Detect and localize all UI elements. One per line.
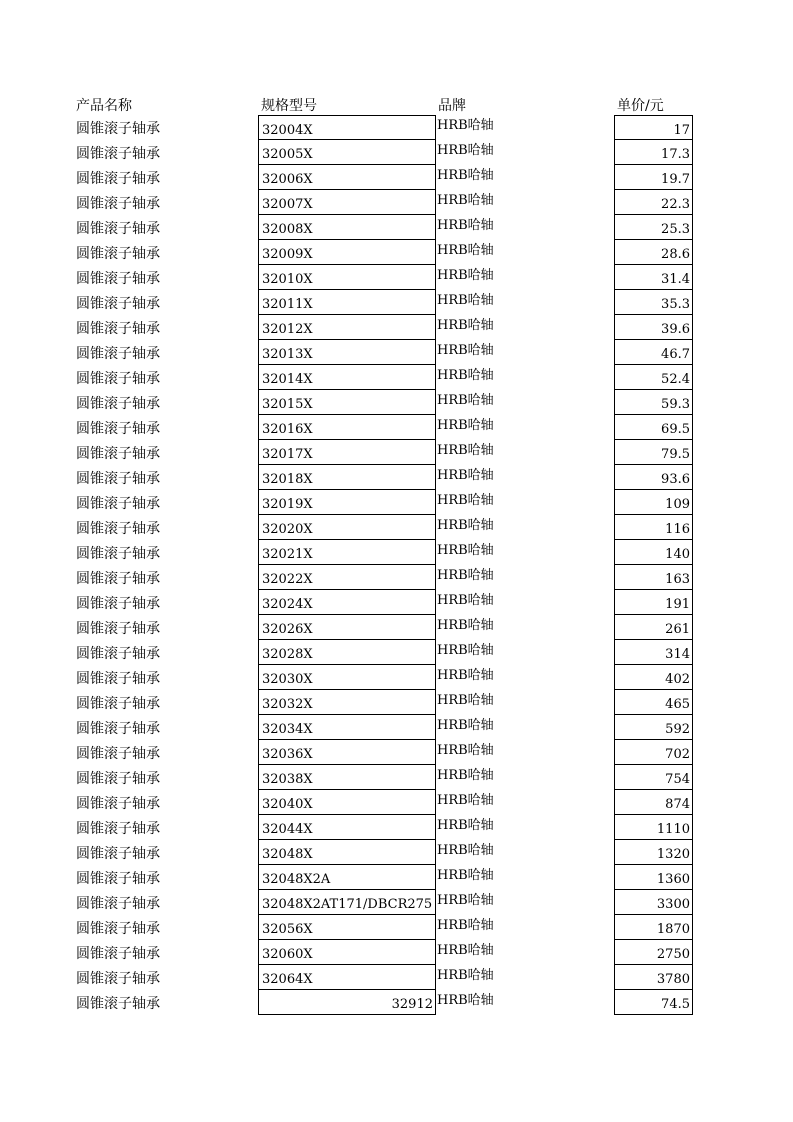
brand-cell: HRB哈轴 <box>437 693 494 708</box>
product-name-cell: 圆锥滚子轴承 <box>76 871 160 887</box>
table-row <box>0 390 793 415</box>
model-cell[interactable]: 32005X <box>258 140 436 165</box>
unit-price-cell[interactable]: 17.3 <box>614 140 693 165</box>
table-row <box>0 215 793 240</box>
model-cell[interactable]: 32032X <box>258 690 436 715</box>
model-cell[interactable]: 32018X <box>258 465 436 490</box>
brand-cell: HRB哈轴 <box>437 768 494 783</box>
brand-cell: HRB哈轴 <box>437 243 494 258</box>
unit-price-cell[interactable]: 3300 <box>614 890 693 915</box>
table-row <box>0 465 793 490</box>
header-model: 规格型号 <box>261 98 317 114</box>
model-cell[interactable]: 32019X <box>258 490 436 515</box>
brand-cell: HRB哈轴 <box>437 368 494 383</box>
header-brand: 品牌 <box>438 98 466 114</box>
product-name-cell: 圆锥滚子轴承 <box>76 471 160 487</box>
unit-price-cell[interactable]: 2750 <box>614 940 693 965</box>
table-row <box>0 890 793 915</box>
unit-price-cell[interactable]: 163 <box>614 565 693 590</box>
product-name-cell: 圆锥滚子轴承 <box>76 971 160 987</box>
unit-price-cell[interactable]: 261 <box>614 615 693 640</box>
unit-price-cell[interactable]: 93.6 <box>614 465 693 490</box>
table-row <box>0 740 793 765</box>
model-cell[interactable]: 32048X <box>258 840 436 865</box>
table-row <box>0 840 793 865</box>
model-cell[interactable]: 32015X <box>258 390 436 415</box>
unit-price-cell[interactable]: 31.4 <box>614 265 693 290</box>
header-product-name: 产品名称 <box>76 98 132 114</box>
brand-cell: HRB哈轴 <box>437 943 494 958</box>
unit-price-cell[interactable]: 25.3 <box>614 215 693 240</box>
unit-price-cell[interactable]: 109 <box>614 490 693 515</box>
table-row <box>0 565 793 590</box>
product-name-cell: 圆锥滚子轴承 <box>76 121 160 137</box>
table-row <box>0 315 793 340</box>
unit-price-cell[interactable]: 402 <box>614 665 693 690</box>
model-cell[interactable]: 32004X <box>258 115 436 140</box>
product-name-cell: 圆锥滚子轴承 <box>76 646 160 662</box>
product-name-cell: 圆锥滚子轴承 <box>76 921 160 937</box>
model-cell[interactable]: 32013X <box>258 340 436 365</box>
model-cell[interactable]: 32064X <box>258 965 436 990</box>
table-row <box>0 965 793 990</box>
model-cell[interactable]: 32034X <box>258 715 436 740</box>
table-row <box>0 540 793 565</box>
table-row <box>0 690 793 715</box>
product-name-cell: 圆锥滚子轴承 <box>76 421 160 437</box>
unit-price-cell[interactable]: 1320 <box>614 840 693 865</box>
brand-cell: HRB哈轴 <box>437 143 494 158</box>
unit-price-cell[interactable]: 17 <box>614 115 693 140</box>
product-name-cell: 圆锥滚子轴承 <box>76 546 160 562</box>
brand-cell: HRB哈轴 <box>437 218 494 233</box>
table-row <box>0 765 793 790</box>
table-row <box>0 240 793 265</box>
unit-price-cell[interactable]: 754 <box>614 765 693 790</box>
product-name-cell: 圆锥滚子轴承 <box>76 221 160 237</box>
brand-cell: HRB哈轴 <box>437 268 494 283</box>
table-row <box>0 190 793 215</box>
product-name-cell: 圆锥滚子轴承 <box>76 496 160 512</box>
unit-price-cell[interactable]: 702 <box>614 740 693 765</box>
brand-cell: HRB哈轴 <box>437 468 494 483</box>
model-cell[interactable]: 32030X <box>258 665 436 690</box>
unit-price-cell[interactable]: 116 <box>614 515 693 540</box>
model-cell[interactable]: 32048X2AT171/DBCR275 <box>258 890 436 915</box>
unit-price-cell[interactable]: 19.7 <box>614 165 693 190</box>
product-name-cell: 圆锥滚子轴承 <box>76 746 160 762</box>
product-name-cell: 圆锥滚子轴承 <box>76 621 160 637</box>
model-cell[interactable]: 32010X <box>258 265 436 290</box>
unit-price-cell[interactable]: 74.5 <box>614 990 693 1015</box>
unit-price-cell[interactable]: 140 <box>614 540 693 565</box>
model-cell[interactable]: 32017X <box>258 440 436 465</box>
model-cell[interactable]: 32036X <box>258 740 436 765</box>
model-cell[interactable]: 32006X <box>258 165 436 190</box>
table-row <box>0 790 793 815</box>
unit-price-cell[interactable]: 69.5 <box>614 415 693 440</box>
product-name-cell: 圆锥滚子轴承 <box>76 346 160 362</box>
brand-cell: HRB哈轴 <box>437 893 494 908</box>
model-cell[interactable]: 32028X <box>258 640 436 665</box>
table-row <box>0 940 793 965</box>
table-row <box>0 590 793 615</box>
table-row <box>0 515 793 540</box>
unit-price-cell[interactable]: 79.5 <box>614 440 693 465</box>
model-cell[interactable]: 32048X2A <box>258 865 436 890</box>
unit-price-cell[interactable]: 52.4 <box>614 365 693 390</box>
product-name-cell: 圆锥滚子轴承 <box>76 171 160 187</box>
table-row <box>0 615 793 640</box>
header-unit-price: 单价/元 <box>617 98 664 114</box>
model-cell[interactable]: 32056X <box>258 915 436 940</box>
unit-price-cell[interactable]: 314 <box>614 640 693 665</box>
product-name-cell: 圆锥滚子轴承 <box>76 571 160 587</box>
model-cell[interactable]: 32007X <box>258 190 436 215</box>
unit-price-cell[interactable]: 39.6 <box>614 315 693 340</box>
table-row <box>0 640 793 665</box>
table-row <box>0 990 793 1015</box>
brand-cell: HRB哈轴 <box>437 493 494 508</box>
unit-price-cell[interactable]: 191 <box>614 590 693 615</box>
product-name-cell: 圆锥滚子轴承 <box>76 796 160 812</box>
unit-price-cell[interactable]: 35.3 <box>614 290 693 315</box>
brand-cell: HRB哈轴 <box>437 843 494 858</box>
brand-cell: HRB哈轴 <box>437 668 494 683</box>
table-row <box>0 290 793 315</box>
brand-cell: HRB哈轴 <box>437 543 494 558</box>
product-name-cell: 圆锥滚子轴承 <box>76 271 160 287</box>
product-rows <box>0 115 793 1015</box>
unit-price-cell[interactable]: 1360 <box>614 865 693 890</box>
model-cell[interactable]: 32012X <box>258 315 436 340</box>
unit-price-cell[interactable]: 46.7 <box>614 340 693 365</box>
table-row <box>0 165 793 190</box>
unit-price-cell[interactable]: 28.6 <box>614 240 693 265</box>
brand-cell: HRB哈轴 <box>437 643 494 658</box>
table-row <box>0 915 793 940</box>
brand-cell: HRB哈轴 <box>437 743 494 758</box>
model-cell[interactable]: 32026X <box>258 615 436 640</box>
product-name-cell: 圆锥滚子轴承 <box>76 246 160 262</box>
brand-cell: HRB哈轴 <box>437 118 494 133</box>
model-cell[interactable]: 32022X <box>258 565 436 590</box>
product-name-cell: 圆锥滚子轴承 <box>76 821 160 837</box>
model-cell[interactable]: 32038X <box>258 765 436 790</box>
product-name-cell: 圆锥滚子轴承 <box>76 846 160 862</box>
brand-cell: HRB哈轴 <box>437 193 494 208</box>
brand-cell: HRB哈轴 <box>437 418 494 433</box>
model-cell[interactable]: 32020X <box>258 515 436 540</box>
brand-cell: HRB哈轴 <box>437 968 494 983</box>
model-cell[interactable]: 32912 <box>258 990 436 1015</box>
unit-price-cell[interactable]: 1110 <box>614 815 693 840</box>
brand-cell: HRB哈轴 <box>437 293 494 308</box>
table-row <box>0 265 793 290</box>
product-name-cell: 圆锥滚子轴承 <box>76 596 160 612</box>
model-cell[interactable]: 32021X <box>258 540 436 565</box>
product-name-cell: 圆锥滚子轴承 <box>76 946 160 962</box>
brand-cell: HRB哈轴 <box>437 993 494 1008</box>
product-name-cell: 圆锥滚子轴承 <box>76 446 160 462</box>
brand-cell: HRB哈轴 <box>437 618 494 633</box>
unit-price-cell[interactable]: 465 <box>614 690 693 715</box>
brand-cell: HRB哈轴 <box>437 393 494 408</box>
product-name-cell: 圆锥滚子轴承 <box>76 296 160 312</box>
product-name-cell: 圆锥滚子轴承 <box>76 696 160 712</box>
model-cell[interactable]: 32060X <box>258 940 436 965</box>
brand-cell: HRB哈轴 <box>437 918 494 933</box>
model-cell[interactable]: 32040X <box>258 790 436 815</box>
brand-cell: HRB哈轴 <box>437 793 494 808</box>
product-name-cell: 圆锥滚子轴承 <box>76 771 160 787</box>
product-name-cell: 圆锥滚子轴承 <box>76 996 160 1012</box>
model-cell[interactable]: 32008X <box>258 215 436 240</box>
brand-cell: HRB哈轴 <box>437 318 494 333</box>
brand-cell: HRB哈轴 <box>437 818 494 833</box>
table-row <box>0 865 793 890</box>
product-name-cell: 圆锥滚子轴承 <box>76 321 160 337</box>
unit-price-cell[interactable]: 1870 <box>614 915 693 940</box>
brand-cell: HRB哈轴 <box>437 593 494 608</box>
brand-cell: HRB哈轴 <box>437 168 494 183</box>
unit-price-cell[interactable]: 592 <box>614 715 693 740</box>
model-cell[interactable]: 32014X <box>258 365 436 390</box>
brand-cell: HRB哈轴 <box>437 868 494 883</box>
brand-cell: HRB哈轴 <box>437 343 494 358</box>
table-row <box>0 340 793 365</box>
product-name-cell: 圆锥滚子轴承 <box>76 396 160 412</box>
table-row <box>0 140 793 165</box>
model-cell[interactable]: 32016X <box>258 415 436 440</box>
table-row <box>0 665 793 690</box>
unit-price-cell[interactable]: 22.3 <box>614 190 693 215</box>
product-name-cell: 圆锥滚子轴承 <box>76 721 160 737</box>
table-row <box>0 440 793 465</box>
table-row <box>0 365 793 390</box>
unit-price-cell[interactable]: 874 <box>614 790 693 815</box>
product-name-cell: 圆锥滚子轴承 <box>76 896 160 912</box>
brand-cell: HRB哈轴 <box>437 518 494 533</box>
model-cell[interactable]: 32044X <box>258 815 436 840</box>
brand-cell: HRB哈轴 <box>437 568 494 583</box>
product-name-cell: 圆锥滚子轴承 <box>76 371 160 387</box>
model-cell[interactable]: 32009X <box>258 240 436 265</box>
unit-price-cell[interactable]: 59.3 <box>614 390 693 415</box>
product-name-cell: 圆锥滚子轴承 <box>76 196 160 212</box>
product-name-cell: 圆锥滚子轴承 <box>76 671 160 687</box>
unit-price-cell[interactable]: 3780 <box>614 965 693 990</box>
table-row <box>0 815 793 840</box>
brand-cell: HRB哈轴 <box>437 718 494 733</box>
table-row <box>0 415 793 440</box>
table-row <box>0 715 793 740</box>
product-name-cell: 圆锥滚子轴承 <box>76 521 160 537</box>
table-row <box>0 490 793 515</box>
product-name-cell: 圆锥滚子轴承 <box>76 146 160 162</box>
model-cell[interactable]: 32024X <box>258 590 436 615</box>
table-row <box>0 115 793 140</box>
model-cell[interactable]: 32011X <box>258 290 436 315</box>
brand-cell: HRB哈轴 <box>437 443 494 458</box>
